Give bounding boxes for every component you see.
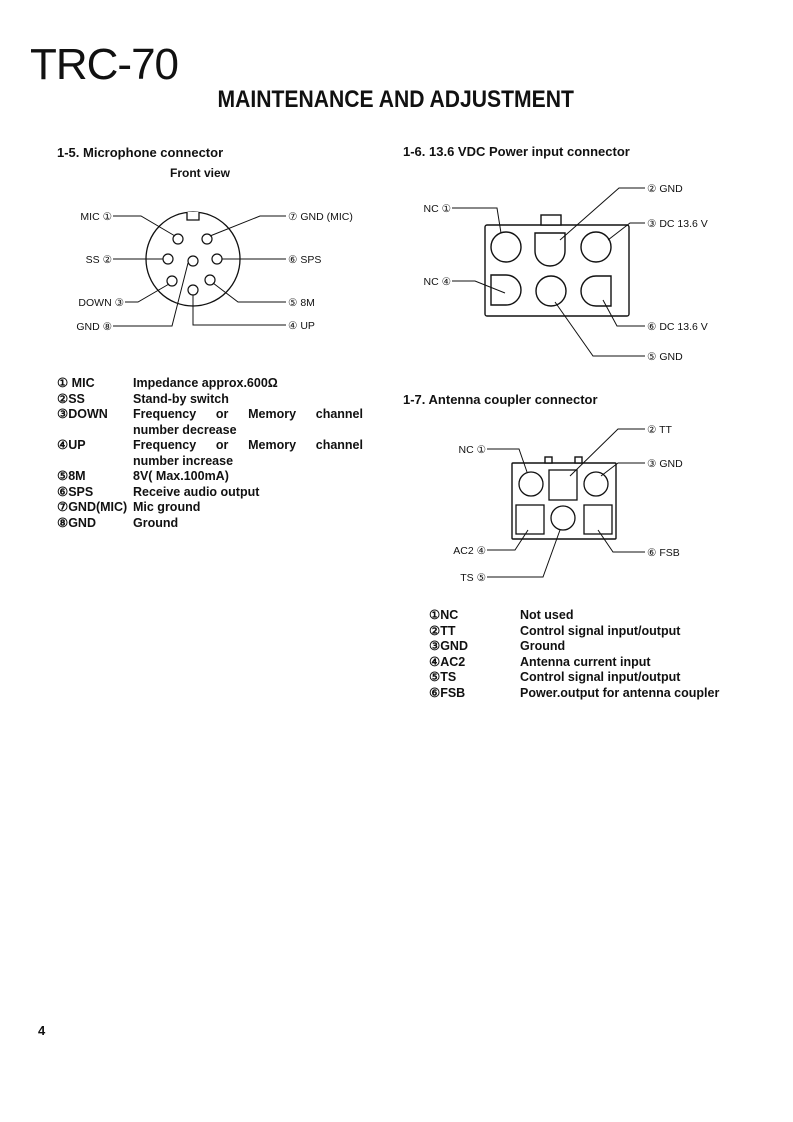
mic-label-gnd: GND ⑧ [76,321,112,333]
mic-legend-desc: 8V( Max.100mA) [133,469,229,483]
mic-legend-key: ⑧GND [57,515,96,530]
antenna-legend-desc: Control signal input/output [520,623,681,638]
antenna-label-gnd3: ③ GND [647,458,683,470]
antenna-pin-labels [453,424,683,584]
power-connector-heading: 1-6. 13.6 VDC Power input connector [403,144,630,159]
power-label-nc4: NC ④ [423,276,451,288]
antenna-legend-desc: Not used [520,608,574,622]
model-name: TRC-70 [30,40,179,89]
mic-label-ss: SS ② [85,254,112,266]
mic-legend-desc: Frequency or Memory channel [133,407,363,421]
mic-legend-desc: Impedance approx.600Ω [133,376,278,390]
antenna-label-fsb6: ⑥ FSB [647,547,680,559]
mic-label-mic: MIC ① [80,211,112,223]
antenna-connector-pins [516,470,612,534]
mic-label-8m: ⑤ 8M [288,297,315,309]
mic-legend-key: ④UP [57,438,86,452]
mic-connector-heading: 1-5. Microphone connector [57,145,224,160]
antenna-legend-desc: Control signal input/output [520,670,681,684]
mic-label-down: DOWN ③ [78,297,124,309]
antenna-connector-heading: 1-7. Antenna coupler connector [403,392,598,407]
antenna-pin-6 [584,505,612,534]
mic-legend-key: ① MIC [57,376,95,390]
antenna-leader-lines [487,429,645,577]
mic-legend-desc-cont: number decrease [133,422,237,437]
antenna-legend-key: ④AC2 [429,654,466,669]
antenna-legend-key: ⑤TS [429,670,457,684]
antenna-legend-desc: Antenna current input [520,654,651,669]
power-label-dc6: ⑥ DC 13.6 V [647,321,708,333]
antenna-legend-desc: Ground [520,639,566,653]
power-label-dc3: ③ DC 13.6 V [647,218,708,230]
mic-label-gnd-mic: ⑦ GND (MIC) [288,211,353,223]
antenna-pin-1 [519,472,543,496]
antenna-legend-row [429,624,729,640]
antenna-label-ac2: AC2 ④ [453,545,486,557]
mic-legend-key: ②SS [57,391,85,406]
antenna-legend-row [429,655,729,671]
mic-legend-desc: Mic ground [133,500,201,514]
antenna-pin-3 [584,472,608,496]
mic-label-up: ④ UP [288,320,315,332]
antenna-label-tt2: ② TT [647,424,672,436]
mic-legend-desc: Ground [133,515,179,530]
antenna-legend-key: ①NC [429,608,459,622]
mic-legend-key: ⑦GND(MIC) [57,500,128,514]
antenna-pin-legend [429,608,729,701]
antenna-pin-5 [551,506,575,530]
mic-legend-desc: Receive audio output [133,484,260,499]
mic-label-sps: ⑥ SPS [288,254,322,266]
antenna-legend-key: ②TT [429,623,456,638]
mic-front-view-label: Front view [170,166,231,180]
antenna-legend-row [429,686,729,702]
mic-legend-key: ⑤8M [57,469,86,483]
antenna-legend-key: ③GND [429,639,468,653]
power-label-gnd5: ⑤ GND [647,351,683,363]
mic-legend-key: ③DOWN [57,407,108,421]
antenna-legend-row [429,639,729,655]
mic-legend-desc: Stand-by switch [133,391,229,406]
mic-legend-desc: Frequency or Memory channel [133,438,363,452]
power-label-gnd2: ② GND [647,183,683,195]
mic-legend-key: ⑥SPS [57,484,94,499]
antenna-label-ts5: TS ⑤ [460,572,486,584]
antenna-legend-key: ⑥FSB [429,685,466,700]
page-title: MAINTENANCE AND ADJUSTMENT [217,86,574,113]
antenna-legend-desc: Power.output for antenna coupler [520,685,720,700]
antenna-pin-4 [516,505,544,534]
power-label-nc1: NC ① [423,203,451,215]
mic-legend-desc-cont: number increase [133,453,234,468]
antenna-legend-row [429,670,729,686]
antenna-legend-row [429,608,729,624]
antenna-pin-2 [549,470,577,500]
page-number: 4 [38,1023,46,1038]
antenna-label-nc1: NC ① [458,444,486,456]
